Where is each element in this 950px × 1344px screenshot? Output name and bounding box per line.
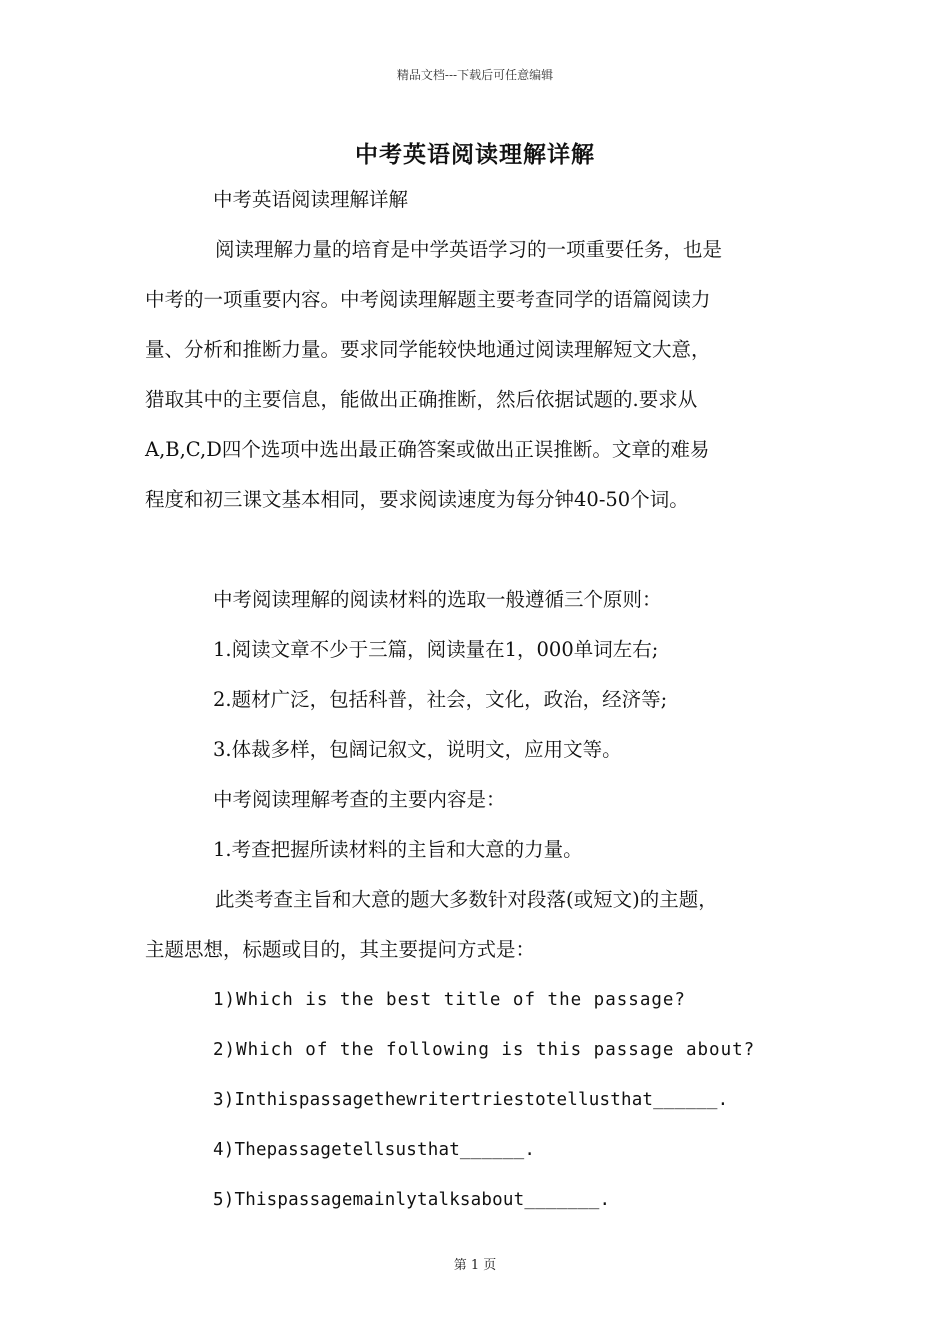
document-title: 中考英语阅读理解详解 <box>355 141 595 168</box>
question-item: 2)Which of the following is this passage about? <box>213 1040 756 1060</box>
principle-item: 2.题材广泛，包括科普，社会，文化，政治，经济等; <box>213 688 668 711</box>
paragraph-line: 主题思想，标题或目的，其主要提问方式是： <box>145 938 536 961</box>
paragraph-line: 量、分析和推断力量。要求同学能较快地通过阅读理解短文大意， <box>145 338 711 361</box>
paragraph-line: 阅读理解力量的培育是中学英语学习的一项重要任务，也是 <box>215 238 723 261</box>
content-intro: 中考阅读理解考查的主要内容是： <box>213 788 506 811</box>
paragraph-line: 程度和初三课文基本相同，要求阅读速度为每分钟40-50个词。 <box>145 488 689 511</box>
principle-item: 3.体裁多样，包阔记叙文，说明文，应用文等。 <box>213 738 622 761</box>
paragraph-line: A,B,C,D四个选项中选出最正确答案或做出正误推断。文章的难易 <box>145 438 710 461</box>
paragraph-line: 猎取其中的主要信息，能做出正确推断，然后依据试题的.要求从 <box>145 388 698 411</box>
question-item: 1)Which is the best title of the passage? <box>213 990 686 1010</box>
principles-intro: 中考阅读理解的阅读材料的选取一般遵循三个原则： <box>213 588 662 611</box>
content-item: 1.考查把握所读材料的主旨和大意的力量。 <box>213 838 583 861</box>
page-number: 第 1 页 <box>453 1258 497 1273</box>
principle-item: 1.阅读文章不少于三篇，阅读量在1，000单词左右; <box>213 638 659 661</box>
question-item: 4)Thepassagetellsusthat______. <box>213 1140 536 1160</box>
question-item: 5)Thispassagemainlytalksabout_______. <box>213 1190 611 1210</box>
header-note: 精品文档---下载后可任意编辑 <box>396 68 554 82</box>
paragraph-line: 中考的一项重要内容。中考阅读理解题主要考查同学的语篇阅读力 <box>145 288 711 311</box>
document-subtitle: 中考英语阅读理解详解 <box>213 188 409 211</box>
question-item: 3)Inthispassagethewritertriestotellusthat______. <box>213 1090 729 1110</box>
paragraph-line: 此类考查主旨和大意的题大多数针对段落(或短文)的主题， <box>215 888 718 911</box>
